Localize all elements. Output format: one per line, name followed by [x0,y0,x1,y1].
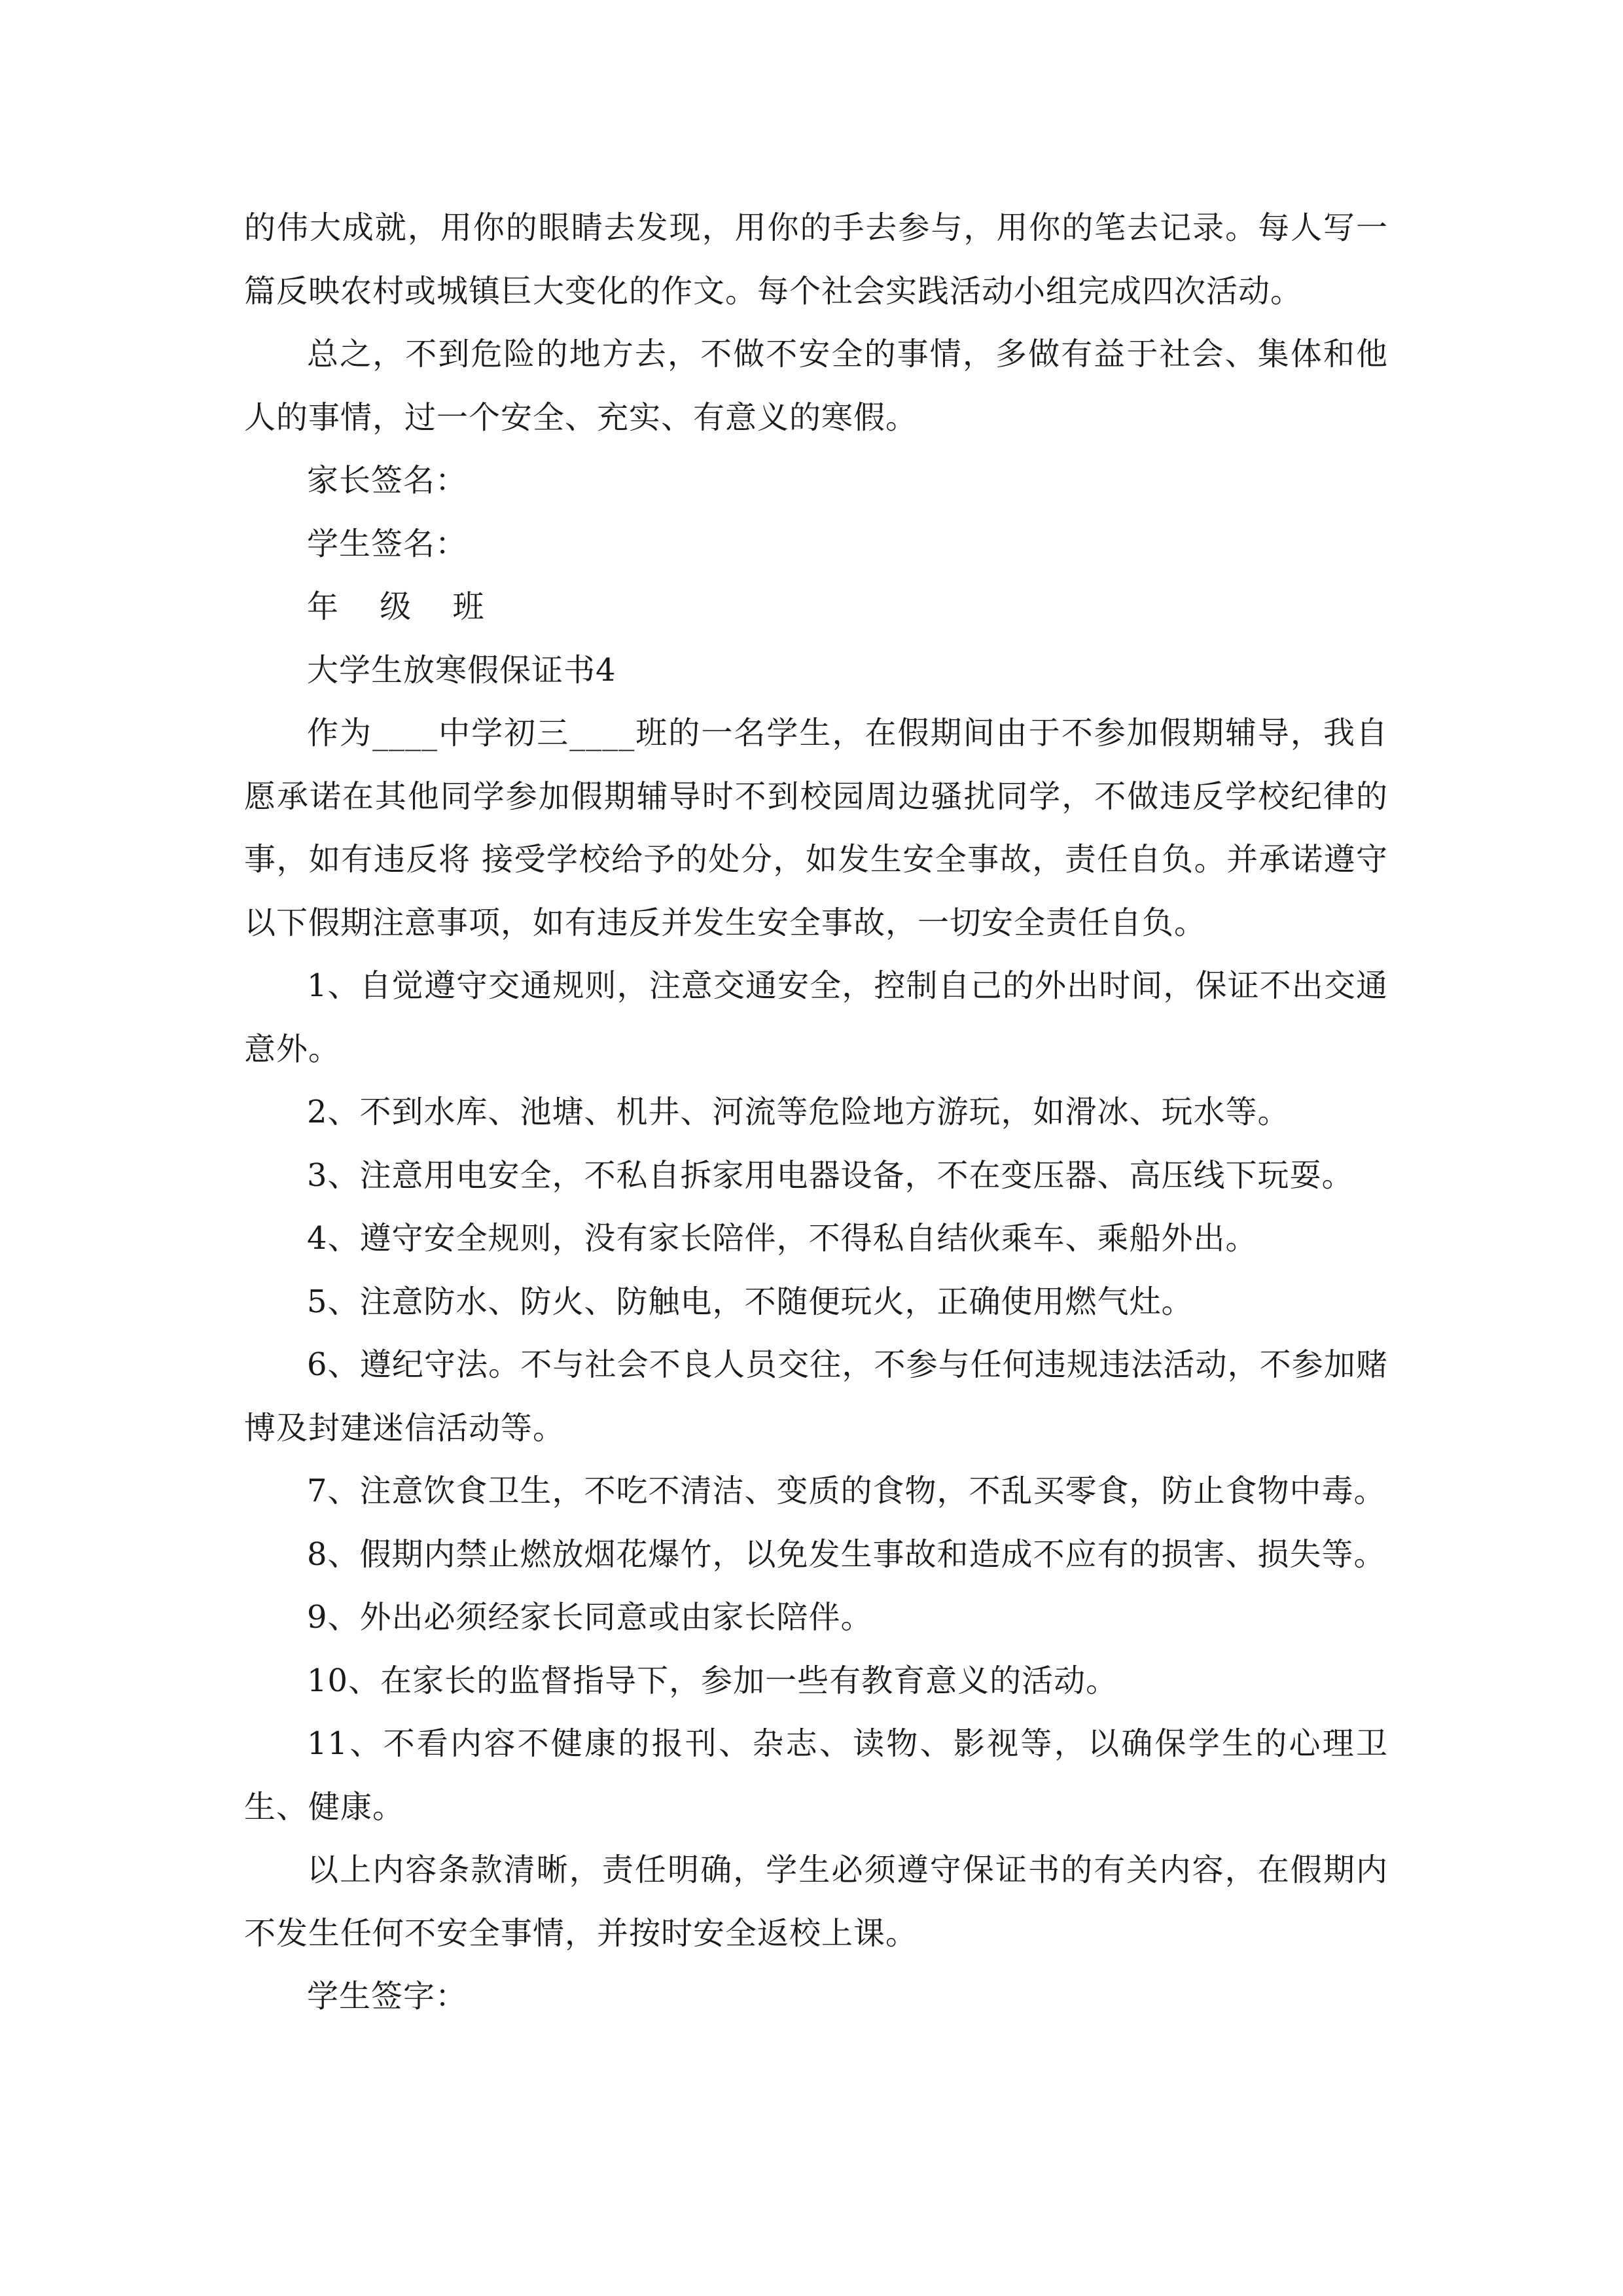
rule-item-3: 3、注意用电安全，不私自拆家用电器设备，不在变压器、高压线下玩耍。 [307,1157,1354,1194]
rule-item-2: 2、不到水库、池塘、机井、河流等危险地方游玩，如滑冰、玩水等。 [307,1094,1290,1130]
rule-item-4: 4、遵守安全规则，没有家长陪伴，不得私自结伙乘车、乘船外出。 [307,1220,1258,1257]
paragraph-pledge: 作为____中学初三____班的一名学生，在假期间由于不参加假期辅导，我自愿承诺在其他同学参加假期辅导时不到校园周边骚扰同学，不做违反学校纪律的事，如有违反将 接受学校给予的处分，如发生安全事故，责任自负。并承诺遵守以下假期注意事项，如有违反并发生安全事故，一切安全责任自负。 [244,715,1388,941]
student-signature-label: 学生签名： [307,525,468,562]
paragraph-intro-continuation: 的伟大成就，用你的眼睛去发现，用你的手去参与，用你的笔去记录。每人写一篇反映农村或城镇巨大变化的作文。每个社会实践活动小组完成四次活动。 [244,209,1388,310]
student-sign-label: 学生签字： [307,1978,468,2015]
rule-item-11: 11、不看内容不健康的报刊、杂志、读物、影视等，以确保学生的心理卫生、健康。 [244,1725,1388,1825]
rule-item-5: 5、注意防水、防火、防触电，不随便玩火，正确使用燃气灶。 [307,1283,1194,1320]
grade-class-label: 年 级 班 [307,588,500,625]
rule-item-8: 8、假期内禁止燃放烟花爆竹，以免发生事故和造成不应有的损害、损失等。 [307,1535,1386,1573]
document-body [244,196,1388,2028]
rule-item-6: 6、遵纪守法。不与社会不良人员交往，不参与任何违规违法活动，不参加赌博及封建迷信活动等。 [244,1346,1388,1446]
rule-item-10: 10、在家长的监督指导下，参加一些有教育意义的活动。 [307,1662,1118,1699]
paragraph-conclusion: 以上内容条款清晰，责任明确，学生必须遵守保证书的有关内容，在假期内不发生任何不安全事情，并按时安全返校上课。 [244,1852,1388,1952]
section-title: 大学生放寒假保证书4 [307,651,616,689]
paragraph-summary: 总之，不到危险的地方去，不做不安全的事情，多做有益于社会、集体和他人的事情，过一个安全、充实、有意义的寒假。 [244,336,1388,436]
parent-signature-label: 家长签名： [307,462,468,499]
rule-item-7: 7、注意饮食卫生，不吃不清洁、变质的食物，不乱买零食，防止食物中毒。 [307,1473,1386,1509]
rule-item-1: 1、自觉遵守交通规则，注意交通安全，控制自己的外出时间，保证不出交通意外。 [244,967,1388,1067]
rule-item-9: 9、外出必须经家长同意或由家长陪伴。 [307,1599,873,1636]
